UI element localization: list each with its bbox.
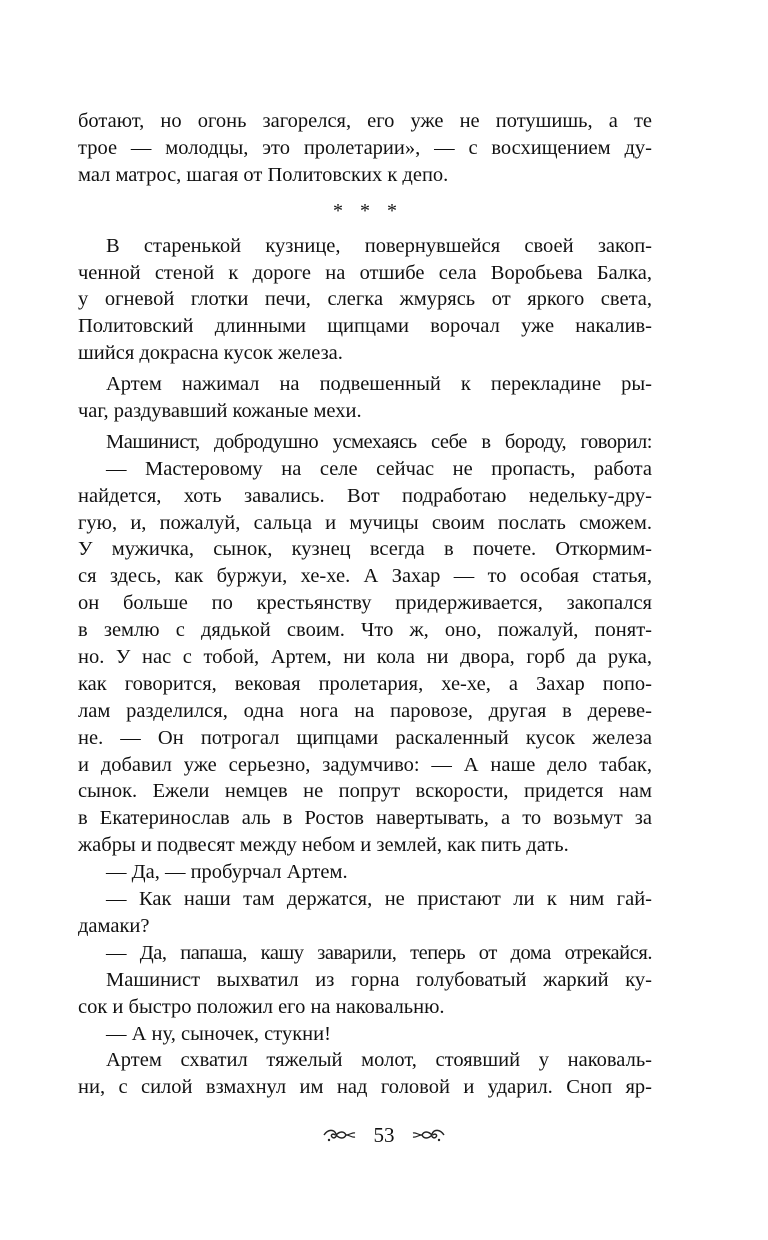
text-line: не. — Он потрогал щипцами раскаленный кусок железа — [78, 726, 652, 749]
text-line: сынок. Ежели немцев не попрут вскорости, придется нам — [78, 780, 652, 803]
paragraph — [78, 233, 652, 367]
text-line: найдется, хоть завались. Вот подработаю недельку-дру- — [78, 484, 652, 507]
text-line: ченной стеной к дороге на отшибе села Воробьева Балка, — [78, 261, 652, 284]
text-line: и добавил уже серьезно, задумчиво: — А наше дело табак, — [78, 753, 652, 776]
text-line: жабры и подвесят между небом и землей, как пить дать. — [78, 834, 569, 857]
text-line: сок и быстро положил его на наковальню. — [78, 995, 445, 1018]
section-separator — [78, 189, 652, 233]
text-line: — Как наши там держатся, не пристают ли к ним гай- — [106, 888, 652, 911]
text-line: — Да, папаша, кашу заварили, теперь от дома отрекайся. — [106, 941, 652, 964]
text-line: мал матрос, шагая от Политовских к депо. — [78, 163, 449, 186]
paragraph — [78, 1021, 652, 1048]
text-line: ся здесь, как буржуи, хе-хе. А Захар — то особая статья, — [78, 565, 652, 588]
text-line: у огневой глотки печи, слегка жмурясь от яркого света, — [78, 288, 652, 311]
text-line: — А ну, сыночек, стукни! — [106, 1022, 331, 1045]
text-line: шийся докрасна кусок железа. — [78, 342, 343, 365]
asterisk: * — [387, 199, 397, 222]
paragraph — [78, 967, 652, 1021]
text-line: дамаки? — [78, 914, 150, 937]
text-line: в землю с дядькой своим. Что ж, оно, пожалуй, понят- — [78, 619, 652, 642]
text-line: — Да, — пробурчал Артем. — [106, 861, 348, 884]
paragraph — [78, 1047, 652, 1101]
text-line: Артем схватил тяжелый молот, стоявший у наковаль- — [106, 1049, 652, 1072]
text-line: чаг, раздувавший кожаные мехи. — [78, 400, 362, 423]
text-line: ни, с силой взмахнул им над головой и ударил. Сноп яр- — [78, 1076, 652, 1099]
text-line: Машинист выхватил из горна голубоватый жаркий ку- — [106, 968, 652, 991]
text-line: В старенькой кузнице, повернувшейся своей закоп- — [106, 234, 652, 257]
text-line: гую, и, пожалуй, сальца и мучицы своим послать сможем. — [78, 511, 652, 534]
text-line: Артем нажимал на подвешенный к перекладине ры- — [106, 373, 652, 396]
paragraph — [78, 886, 652, 940]
flourish-ornament-icon — [410, 1126, 446, 1144]
text-line: он больше по крестьянству придерживается, закопался — [78, 592, 652, 615]
asterisk: * — [360, 199, 370, 222]
paragraph-continuation — [78, 108, 652, 189]
page-number: 53 — [373, 1122, 395, 1147]
text-line: ботают, но огонь загорелся, его уже не потушишь, а те — [78, 110, 652, 132]
flourish-ornament-icon — [322, 1126, 358, 1144]
asterisk: * — [333, 199, 343, 222]
text-line: в Екатеринослав аль в Ростов навертывать, а то возьмут за — [78, 807, 652, 830]
paragraph — [78, 940, 652, 967]
paragraph — [78, 429, 652, 456]
text-line: У мужичка, сынок, кузнец всегда в почете. Откормим- — [78, 538, 652, 561]
text-line: Политовский длинными щипцами ворочал уже накалив- — [78, 315, 652, 338]
paragraph — [78, 371, 652, 425]
paragraph — [78, 859, 652, 886]
text-line: — Мастеровому на селе сейчас не пропасть, работа — [106, 457, 652, 480]
paragraph — [78, 456, 652, 859]
text-line: трое — молодцы, это пролетарии», — с восхищением ду- — [78, 136, 652, 159]
page-body — [78, 108, 652, 1101]
text-line: как говорится, вековая пролетария, хе-хе, а Захар попо- — [78, 672, 652, 695]
text-line: но. У нас с тобой, Артем, ни кола ни двора, горб да рука, — [78, 646, 652, 669]
page-footer — [0, 1121, 768, 1148]
text-line: Машинист, добродушно усмехаясь себе в бороду, говорил: — [106, 430, 652, 453]
text-line: лам разделился, одна нога на паровозе, другая в дереве- — [78, 699, 652, 722]
